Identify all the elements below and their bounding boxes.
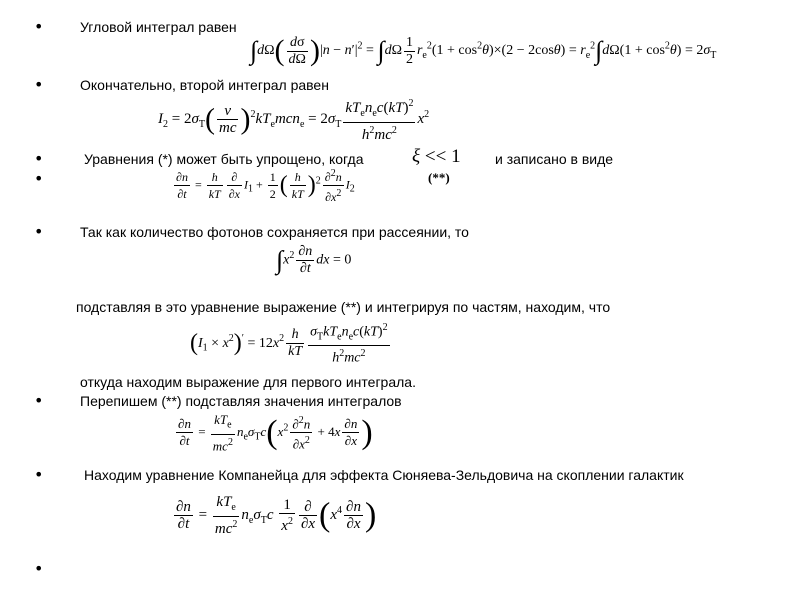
bullet: •	[34, 17, 44, 36]
bullet: •	[34, 149, 44, 168]
text-simplified-when: Уравнения (*) может быть упрощено, когда	[84, 151, 364, 167]
bullet: •	[34, 465, 44, 484]
bullet: •	[34, 75, 44, 94]
formula-kompaneets: $\frac{\partial n}{\partial t}$ = $\frac{kT_e}{mc^2}$ $n_e\sigma_Tc$ $\frac{1}{x^2}$ $\frac{\partial}{\partial x}$ ($x^4$ $\frac{\partial n}{\partial x}$ )	[176, 494, 377, 537]
text-photon-conservation: Так как количество фотонов сохраняется при рассеянии, то	[80, 224, 469, 240]
text-angular-integral: Угловой интеграл равен	[80, 19, 237, 35]
text-integrate-by-parts: подставляя в это уравнение выражение (**) и интегрируя по частям, находим, что	[76, 299, 611, 315]
formula-xi-condition: ξ << 1	[412, 146, 461, 167]
bullet: •	[34, 559, 44, 578]
text-kompaneets: Находим уравнение Компанейца для эффекта Сюняева-Зельдовича на скоплении галактик	[84, 467, 684, 483]
text-rewrite: Перепишем (**) подставляя значения интегралов	[80, 393, 402, 409]
bullet: •	[34, 222, 44, 241]
formula-angular-integral: ∫dΩ( $\frac{d\sigma}{d\Omega}$ )$|n - n'|^2 = \int d\Omega$ $\frac{1}{2}$ $r_e^2(1 + \cos^2\theta)\times(2 - 2\cos\theta) = r_e^2\int d\Omega(1 + \cos^2\theta) = 2\sigma_T$	[250, 34, 717, 67]
text-written-as: и записано в виде	[495, 151, 614, 167]
bullet: •	[34, 391, 44, 410]
text-first-integral: откуда находим выражение для первого интеграла.	[80, 374, 416, 390]
formula-dn-dt-short: $\frac{\partial n}{\partial t}$ = $\frac{h}{kT}$ $\frac{\partial}{\partial x}$ $I_1$ + $\frac{1}{2}$ ( $\frac{h}{kT}$ )$^2$ $\frac{\partial^2n}{\partial x^2}$ $I_2$	[176, 168, 355, 204]
formula-second-integral: $I_2 = 2\sigma_T$( $\frac{\nu}{mc}$ )$^2kT_emcn_e = 2\sigma_T$ $\frac{kT_en_ec(kT)^2}{h^2mc^2}$ $x^2$	[158, 98, 430, 143]
formula-conservation-integral: $\int x^2$ $\frac{\partial n}{\partial t}$ dx = 0	[276, 244, 352, 276]
text-second-integral: Окончательно, второй интеграл равен	[80, 77, 329, 93]
formula-i1-derivative: $(I_1 \times x^2)' = 12x^2$ $\frac{h}{kT}$ $\frac{\sigma_TkT_en_ec(kT)^2}{h^2mc^2}$	[190, 322, 388, 367]
formula-rewritten: $\frac{\partial n}{\partial t}$ = $\frac{kT_e}{mc^2}$ $n_e\sigma_Tc(x^2$ $\frac{\partial^2n}{\partial x^2}$ + 4x $\frac{\partial n}{\partial x}$ )	[178, 412, 373, 453]
bullet: •	[34, 169, 44, 188]
equation-label-double-star: (**)	[428, 170, 450, 185]
